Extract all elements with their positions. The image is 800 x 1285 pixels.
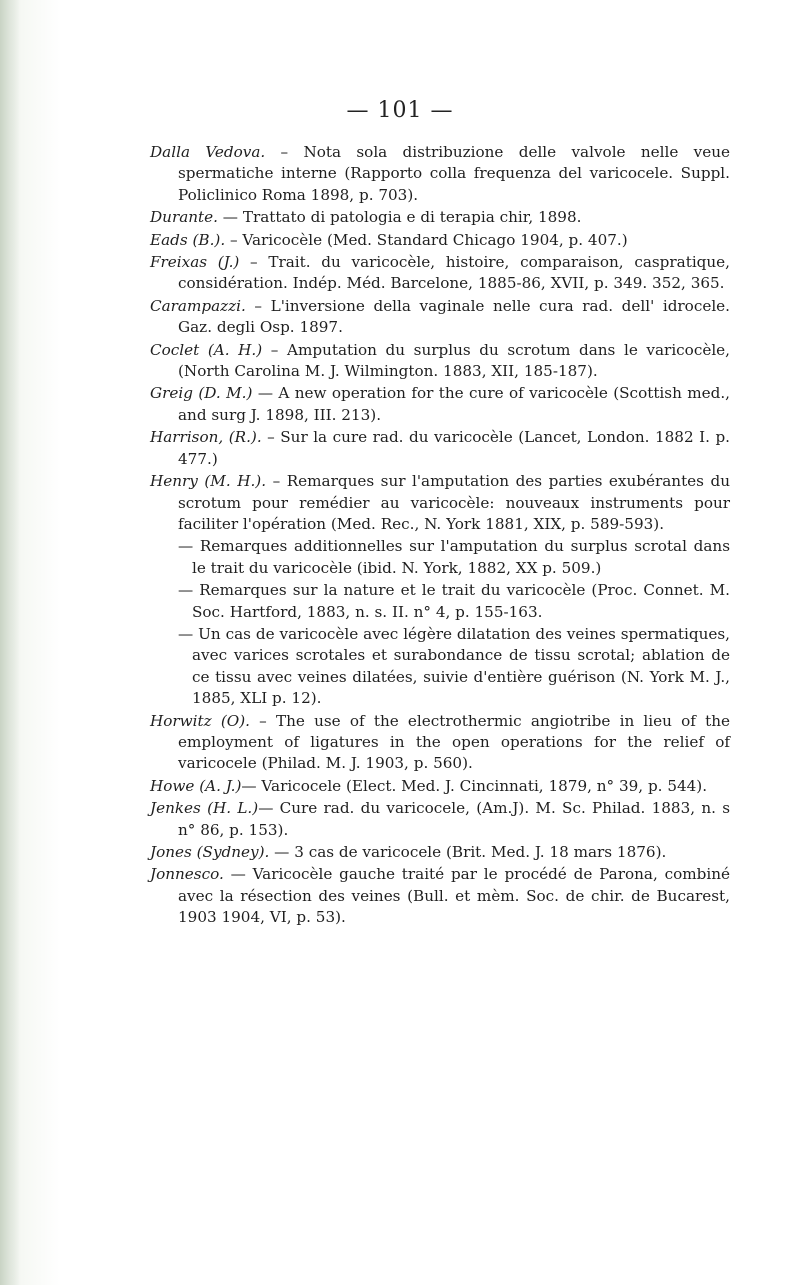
entry-text: – Amputation du surplus du scrotum dans le varicocèle, (North Carolina M. J. Wilmington. 1883, XII, 185-187).: [178, 340, 730, 381]
entry-author: Harrison, (R.).: [150, 428, 262, 447]
entry-text: Remarques additionnelles sur l'amputation du surplus scrotal dans le trait du varicocèle (ibid. N. York, 1882, XX p. 509.): [192, 537, 730, 577]
bibliography-entry: [150, 383, 730, 426]
bibliography-entry: [150, 296, 730, 339]
entry-author: Horwitz (O).: [150, 711, 250, 730]
entry-text: – Remarques sur l'amputation des parties exubérantes du scrotum pour remédier au varicocèle: nouveaux instruments pour faciliter l'opération (Med. Rec., N. York 1881, XIX, p. 589-593).: [178, 472, 730, 533]
entry-dash: —: [178, 581, 194, 600]
bibliography-entry: [150, 864, 730, 928]
entry-author: Jenkes (H. L.): [150, 799, 259, 818]
entry-text: — Varicocèle gauche traité par le procédé de Parona, combiné avec la résection des veines (Bull. et mèm. Soc. de chir. de Bucarest, 1903 1904, VI, p. 53).: [178, 865, 730, 927]
entry-dash: —: [178, 537, 194, 556]
entry-text: — A new operation for the cure of varicocèle (Scottish med., and surg J. 1898, III. 213).: [178, 384, 731, 424]
page-shadow-edge: [0, 0, 20, 1285]
entry-author: Henry (M. H.).: [150, 472, 267, 491]
bibliography-continuation-entry: [150, 536, 730, 579]
entry-author: Carampazzi.: [150, 296, 246, 315]
bibliography-entry: [150, 340, 730, 383]
bibliography-entry: [150, 798, 730, 841]
entry-text: — Varicocele (Elect. Med. J. Cincinnati, 1879, n° 39, p. 544).: [241, 776, 708, 795]
bibliography-entry: [150, 252, 730, 295]
entry-text: — Trattato di patologia e di terapia chir, 1898.: [217, 208, 582, 227]
bibliography-entry: [150, 842, 730, 863]
entry-text: Remarques sur la nature et le trait du varicocèle (Proc. Connet. M. Soc. Hartford, 1883, n. s. II. n° 4, p. 155-163.: [192, 581, 730, 621]
entry-author: Freixas (J.): [150, 253, 240, 272]
entry-author: Dalla Vedova.: [150, 143, 266, 161]
bibliography-entry: [150, 776, 730, 797]
entry-text: – Trait. du varicocèle, histoire, comparaison, caspratique, considération. Indép. Méd. Barcelone, 1885-86, XVII, p. 349. 352, 365.: [178, 253, 730, 293]
bibliography-continuation-entry: [150, 624, 730, 710]
bibliography-entry: [150, 207, 730, 228]
entry-text: – Nota sola distribuzione delle valvole nelle veue spermatiche interne (Rapporto colla frequenza del varicocele. Suppl. Policlinico Roma 1898, p. 703).: [178, 143, 730, 204]
entry-author: Howe (A. J.): [150, 776, 242, 795]
entry-text: – L'inversione della vaginale nelle cura rad. dell' idrocele. Gaz. degli Osp. 1897.: [178, 296, 730, 337]
entry-text: – Sur la cure rad. du varicocèle (Lancet, London. 1882 I. p. 477.): [178, 428, 731, 468]
entry-text: — 3 cas de varicocele (Brit. Med. J. 18 mars 1876).: [269, 843, 667, 861]
entry-author: Eads (B.).: [150, 230, 226, 249]
bibliography-continuation-entry: [150, 580, 730, 623]
page-number: — 101 —: [346, 98, 454, 123]
entry-text: – The use of the electrothermic angiotribe in lieu of the employment of ligatures in the open operations for the relief of varicocele (Philad. M. J. 1903, p. 560).: [178, 711, 730, 773]
entry-author: Jonnesco.: [150, 865, 224, 884]
bibliography-entry: [150, 471, 730, 535]
bibliography-list: [150, 142, 730, 930]
entry-dash: —: [178, 624, 194, 643]
bibliography-entry: [150, 711, 730, 775]
entry-author: Coclet (A. H.): [150, 340, 263, 359]
entry-author: Jones (Sydney).: [150, 843, 270, 861]
entry-text: — Cure rad. du varicocele, (Am.J). M. Sc. Philad. 1883, n. s n° 86, p. 153).: [178, 799, 730, 839]
entry-author: Durante.: [150, 208, 218, 227]
bibliography-entry: [150, 142, 730, 206]
entry-text: – Varicocèle (Med. Standard Chicago 1904, p. 407.): [225, 230, 628, 249]
bibliography-entry: [150, 230, 730, 251]
entry-text: Un cas de varicocèle avec légère dilatation des veines spermatiques, avec varices scrotales et surabondance de tissu scrotal; ablation de ce tissu avec veines dilatées, suivie d'entière guérison (N. York M. J., 1885, XLI p. 12).: [192, 624, 730, 708]
bibliography-entry: [150, 427, 730, 470]
entry-author: Greig (D. M.): [150, 384, 253, 403]
